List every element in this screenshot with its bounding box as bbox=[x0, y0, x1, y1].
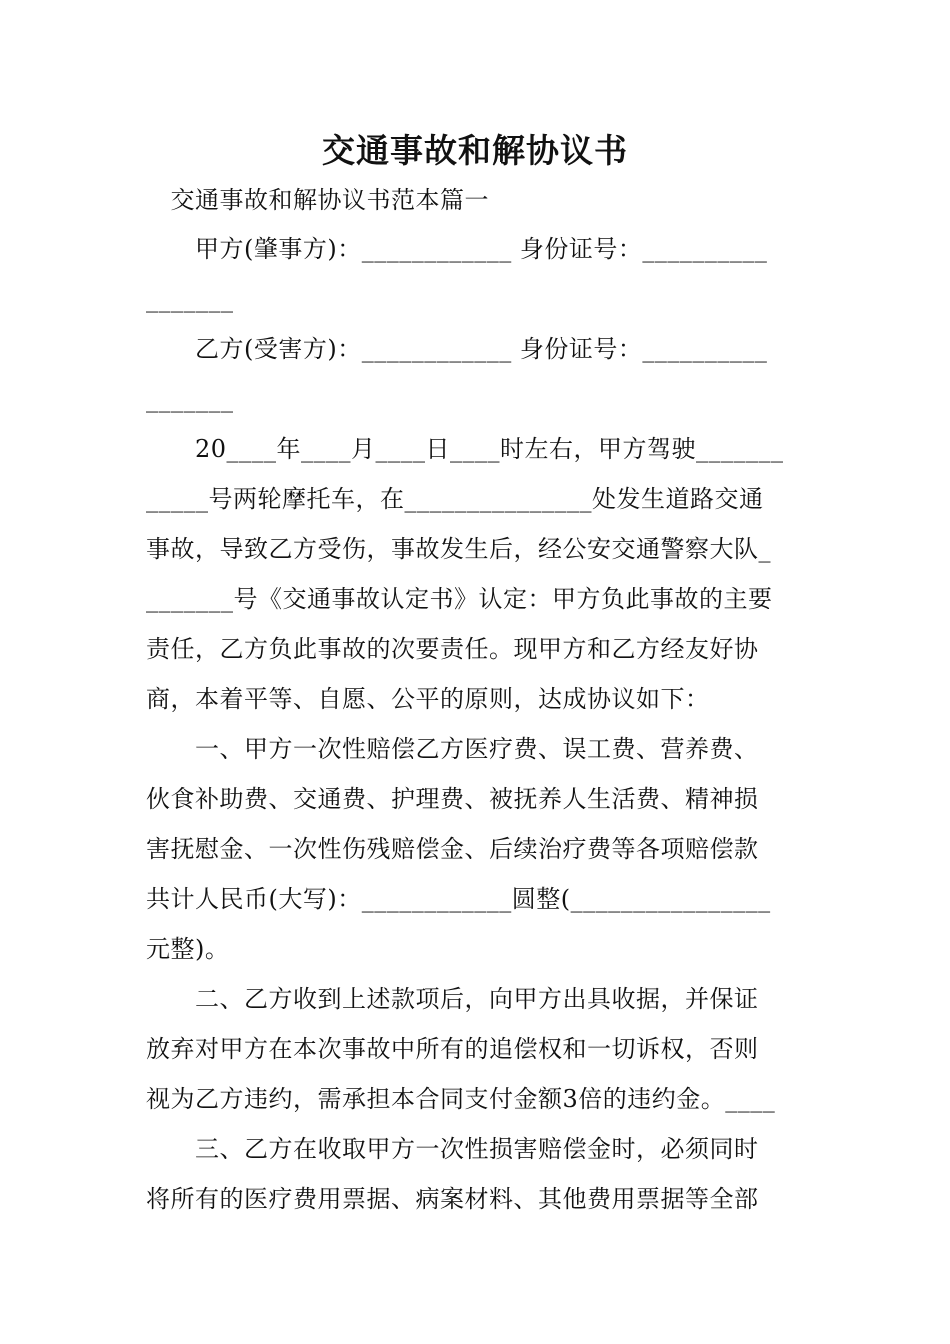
clause-two-line: 二、乙方收到上述款项后，向甲方出具收据，并保证 bbox=[146, 985, 759, 1013]
party-b-line: 乙方(受害方)：____________ 身份证号：__________ bbox=[146, 335, 768, 363]
party-b-line-continued: _______ bbox=[146, 385, 234, 413]
paragraph-line: _______号《交通事故认定书》认定：甲方负此事故的主要 bbox=[146, 585, 773, 613]
clause-two-line: 视为乙方违约，需承担本合同支付金额3倍的违约金。____ bbox=[146, 1085, 776, 1113]
clause-two-line: 放弃对甲方在本次事故中所有的追偿权和一切诉权，否则 bbox=[146, 1035, 759, 1063]
paragraph-line: 责任，乙方负此事故的次要责任。现甲方和乙方经友好协 bbox=[146, 635, 759, 663]
paragraph-line: 事故，导致乙方受伤，事故发生后，经公安交通警察大队_ bbox=[146, 535, 771, 563]
party-a-line-continued: _______ bbox=[146, 285, 234, 313]
document-title: 交通事故和解协议书 bbox=[322, 131, 628, 170]
paragraph-line: 商，本着平等、自愿、公平的原则，达成协议如下： bbox=[146, 685, 710, 713]
clause-one-line: 共计人民币(大写)：____________圆整(________________ bbox=[146, 885, 771, 913]
paragraph-line: _____号两轮摩托车，在_______________处发生道路交通 bbox=[146, 485, 764, 513]
clause-one-line: 害抚慰金、一次性伤残赔偿金、后续治疗费等各项赔偿款 bbox=[146, 835, 759, 863]
clause-one-line: 元整)。 bbox=[146, 935, 230, 963]
paragraph-line: 20____年____月____日____时左右，甲方驾驶_______ bbox=[146, 435, 784, 463]
clause-three-line: 三、乙方在收取甲方一次性损害赔偿金时，必须同时 bbox=[146, 1135, 759, 1163]
party-a-line: 甲方(肇事方)：____________ 身份证号：__________ bbox=[146, 235, 768, 263]
document-subtitle: 交通事故和解协议书范本篇一 bbox=[146, 186, 489, 214]
clause-one-line: 伙食补助费、交通费、护理费、被抚养人生活费、精神损 bbox=[146, 785, 759, 813]
clause-one-line: 一、甲方一次性赔偿乙方医疗费、误工费、营养费、 bbox=[146, 735, 759, 763]
clause-three-line: 将所有的医疗费用票据、病案材料、其他费用票据等全部 bbox=[146, 1185, 759, 1213]
